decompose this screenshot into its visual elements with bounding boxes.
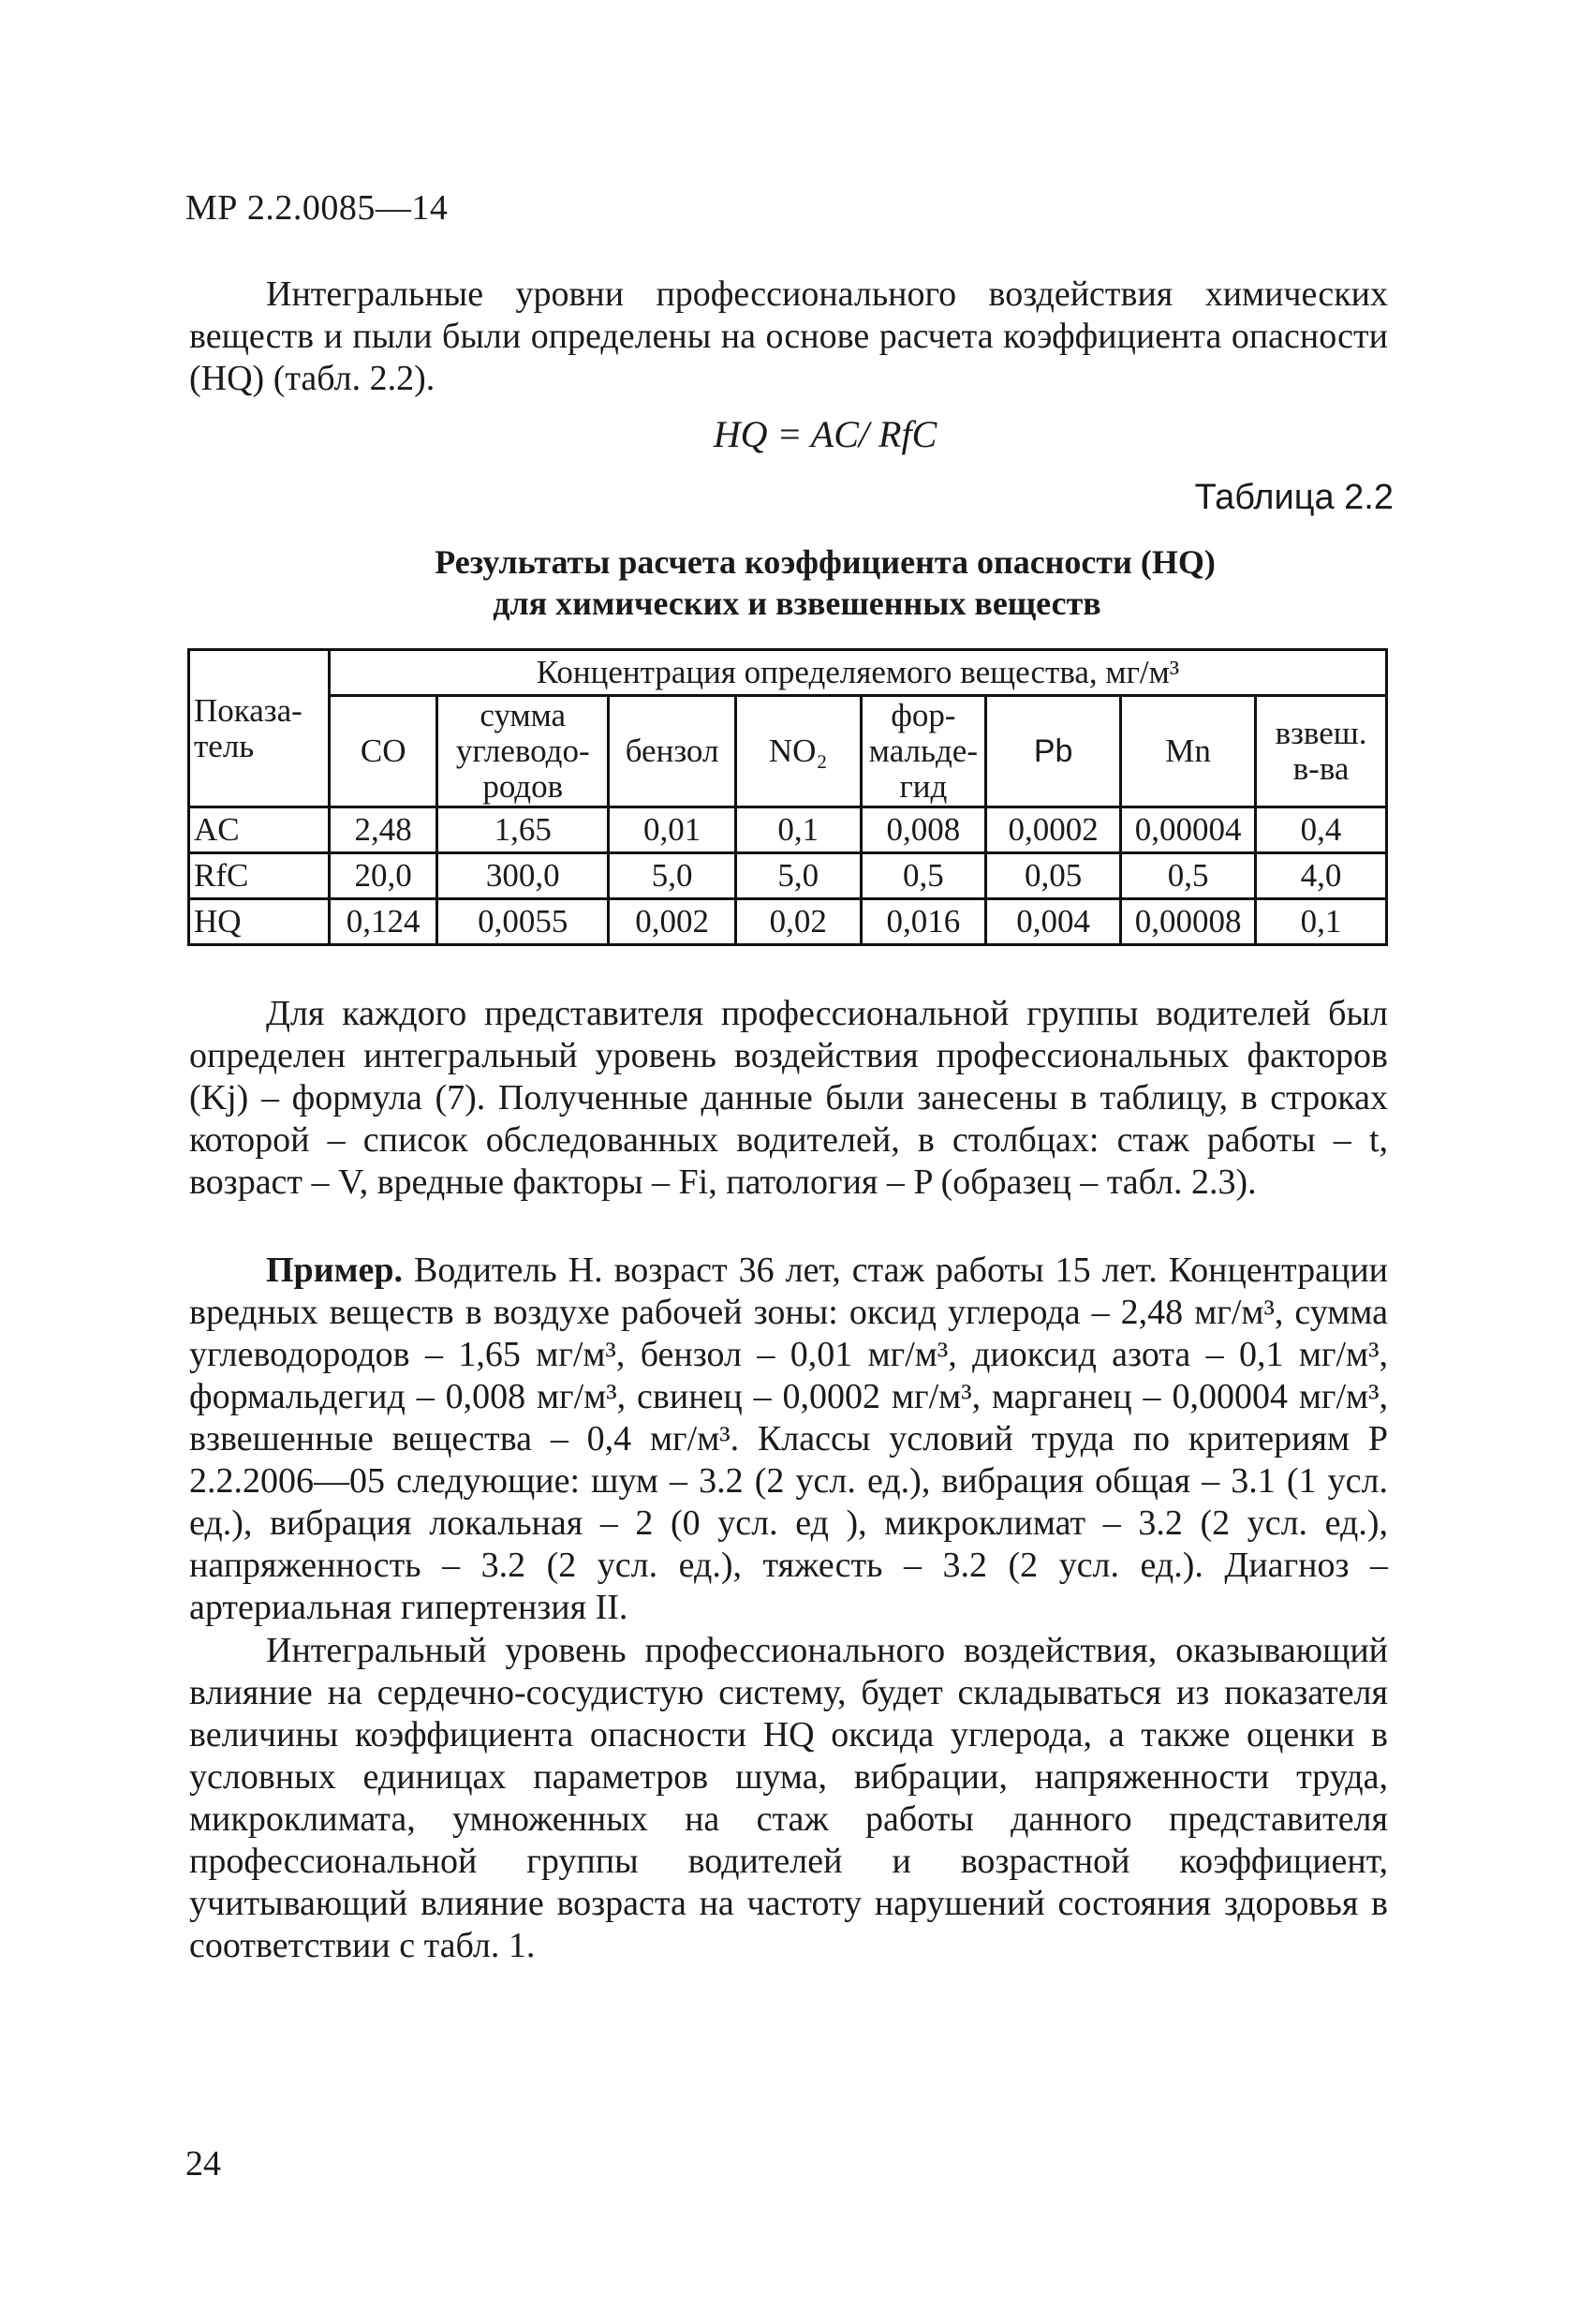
- hq-results-table: [187, 648, 1388, 946]
- table-cell: 5,0: [735, 853, 861, 899]
- table-title-line2: для химических и взвешенных веществ: [493, 585, 1101, 622]
- table-row: [189, 807, 1387, 853]
- table-cell: 0,004: [986, 899, 1121, 945]
- table-row: [189, 899, 1387, 945]
- intro-paragraph: Интегральные уровни профессионального воздействия химических веществ и пыли были определены на основе расчета коэффициента опасности (HQ) (табл. 2.2).: [189, 274, 1388, 398]
- table-title: [0, 541, 1594, 624]
- substance-header: сумма углеводо-родов: [437, 696, 609, 807]
- example-lead: Пример.: [266, 1251, 403, 1290]
- substance-header: CO: [330, 696, 437, 807]
- table-cell: 5,0: [609, 853, 736, 899]
- substance-header: Pb: [986, 696, 1121, 807]
- table-cell: 0,002: [609, 899, 736, 945]
- concentration-header: Концентрация определяемого вещества, мг/м³: [330, 650, 1387, 696]
- substance-header: NO₂: [735, 696, 861, 807]
- table-cell: 0,008: [861, 807, 986, 853]
- table-row: [189, 853, 1387, 899]
- table-cell: 0,00004: [1121, 807, 1256, 853]
- example-paragraph: [189, 1250, 1388, 1629]
- hq-formula: HQ = AC/ RfC: [713, 413, 937, 455]
- table-cell: 0,5: [1121, 853, 1256, 899]
- row-label: AC: [189, 807, 330, 853]
- table-title-line1: Результаты расчета коэффициента опасности (HQ): [435, 543, 1216, 581]
- table-cell: 2,48: [330, 807, 437, 853]
- row-label: HQ: [189, 899, 330, 945]
- table-cell: 0,0055: [437, 899, 609, 945]
- substance-header: взвеш. в-ва: [1256, 696, 1387, 807]
- table-cell: 300,0: [437, 853, 609, 899]
- document-code: МР 2.2.0085—14: [185, 188, 449, 228]
- table-cell: 0,124: [330, 899, 437, 945]
- table-cell: 1,65: [437, 807, 609, 853]
- table-cell: 0,05: [986, 853, 1121, 899]
- table-cell: 0,4: [1256, 807, 1387, 853]
- page-number: 24: [185, 2144, 221, 2183]
- table-cell: 0,5: [861, 853, 986, 899]
- substance-header: фор-мальде-гид: [861, 696, 986, 807]
- table-cell: 0,1: [1256, 899, 1387, 945]
- table-cell: 0,00008: [1121, 899, 1256, 945]
- drivers-paragraph: Для каждого представителя профессиональной группы водителей был определен интегральный уровень воздействия профессиональных факторов (Kj) – формула (7). Полученные данные были занесены в таблицу, в строках которой – список обследованных водителей, в столбцах: стаж работы – t, возраст – V, вредные факторы – Fi, патология – P (образец – табл. 2.3).: [189, 994, 1388, 1202]
- table-cell: 0,0002: [986, 807, 1121, 853]
- table-cell: 0,016: [861, 899, 986, 945]
- row-label: RfC: [189, 853, 330, 899]
- table-cell: 0,1: [735, 807, 861, 853]
- substance-header: Mn: [1121, 696, 1256, 807]
- table-cell: 0,02: [735, 899, 861, 945]
- table-cell: 0,01: [609, 807, 736, 853]
- table-cell: 20,0: [330, 853, 437, 899]
- integral-level-paragraph: Интегральный уровень профессионального воздействия, оказывающий влияние на сердечно-сосудистую систему, будет складываться из показателя величины коэффициента опасности HQ оксида углерода, а также оценки в условных единицах параметров шума, вибрации, напряженности труда, микроклимата, умноженных на стаж работы данного представителя профессиональной группы водителей и возрастной коэффициент, учитывающий влияние возраста на частоту нарушений состояния здоровья в соответствии с табл. 1.: [189, 1631, 1388, 1965]
- example-text: Водитель Н. возраст 36 лет, стаж работы 15 лет. Концентрации вредных веществ в воздухе рабочей зоны: оксид углерода – 2,48 мг/м³, сумма углеводородов – 1,65 мг/м³, бензол – 0,01 мг/м³, диоксид азота – 0,1 мг/м³, формальдегид – 0,008 мг/м³, свинец – 0,0002 мг/м³, марганец – 0,00004 мг/м³, взвешенные вещества – 0,4 мг/м³. Классы условий труда по критериям Р 2.2.2006—05 следующие: шум – 3.2 (2 усл. ед.), вибрация общая – 3.1 (1 усл. ед.), вибрация локальная – 2 (0 усл. ед ), микроклимат – 3.2 (2 усл. ед.), напряженность – 3.2 (2 усл. ед.), тяжесть – 3.2 (2 усл. ед.). Диагноз – артериальная гипертензия II.: [189, 1251, 1388, 1627]
- table-number: Таблица 2.2: [1194, 478, 1394, 517]
- substance-header: бензол: [609, 696, 736, 807]
- table-cell: 4,0: [1256, 853, 1387, 899]
- indicator-header: Показа-тель: [189, 650, 330, 807]
